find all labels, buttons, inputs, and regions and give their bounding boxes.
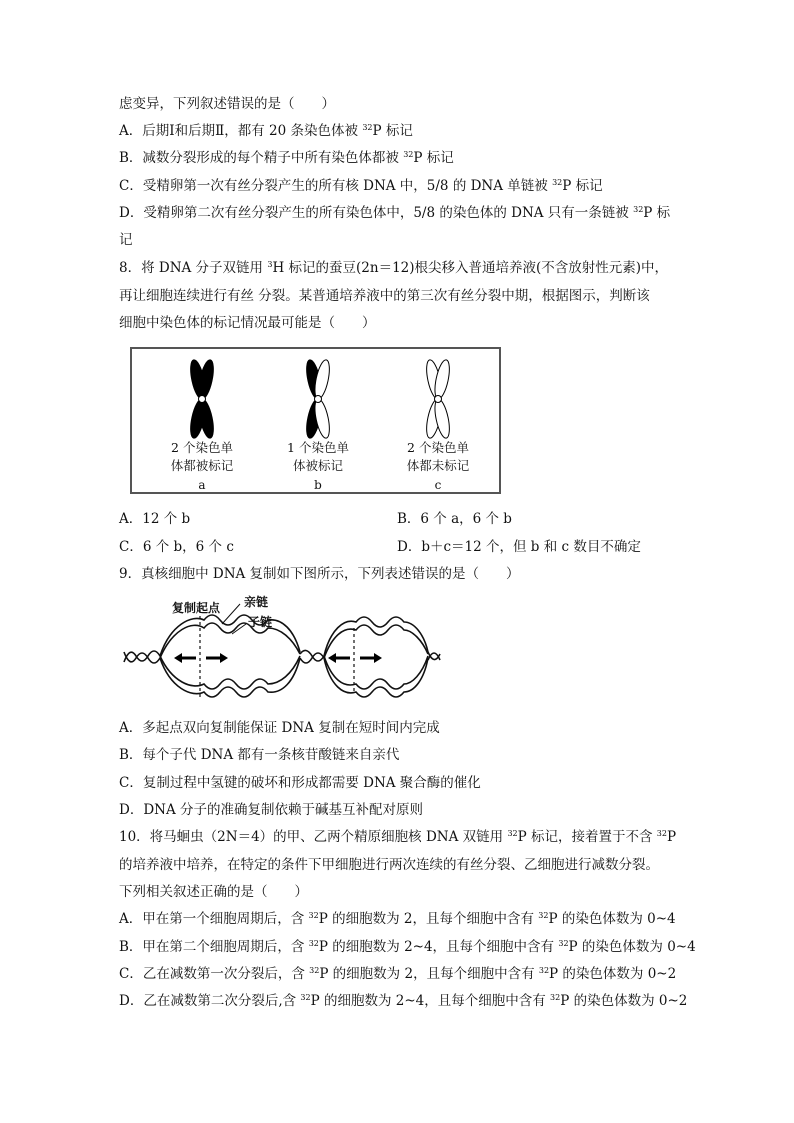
q9-option-c: C．复制过程中氢键的破坏和形成都需要 DNA 聚合酶的催化: [119, 775, 481, 791]
q7-option-c: C．受精卵第一次有丝分裂产生的所有核 DNA 中，5/8 的 DNA 单链被 $^{32}$P 标记: [119, 178, 603, 194]
chromosome-b-label: b: [314, 478, 322, 492]
q10-option-b: B．甲在第二个细胞周期后，含 $^{32}$P 的细胞数为 2~4，且每个细胞中含有 $^{32}$P 的染色体数为 0~4: [119, 939, 696, 955]
q8-option-c: C．6 个 b，6 个 c: [119, 539, 234, 555]
q10-stem-line3: 下列相关叙述正确的是（ ）: [119, 884, 308, 900]
chromosome-a-label: a: [198, 478, 206, 492]
q9-option-d: D．DNA 分子的准确复制依赖于碱基互补配对原则: [119, 802, 423, 818]
q10-option-d: D．乙在减数第二次分裂后,含 $^{32}$P 的细胞数为 2~4，且每个细胞中含有 $^{32}$P 的染色体数为 0~2: [119, 993, 688, 1009]
replication-origin-label: 复制起点: [172, 601, 221, 615]
chromosome-b-icon: [298, 359, 338, 439]
chromosome-c-label: c: [434, 478, 442, 492]
q8-option-b: B．6 个 a，6 个 b: [397, 511, 512, 527]
chromosome-c-icon: [418, 359, 458, 439]
parent-strand-label: 亲链: [244, 595, 269, 609]
q7-option-d: D．受精卵第二次有丝分裂产生的所有染色体中，5/8 的染色体的 DNA 只有一条链被 $^{32}$P 标: [119, 205, 671, 221]
q7-option-d-cont: 记: [119, 232, 133, 248]
q8-option-a: A．12 个 b: [119, 511, 191, 527]
dna-replication-icon: [122, 590, 442, 702]
q8-stem-line3: 细胞中染色体的标记情况最可能是（ ）: [119, 315, 376, 331]
q8-stem-line2: 再让细胞连续进行有丝 分裂。某普通培养液中的第三次有丝分裂中期，根据图示，判断该: [119, 288, 650, 304]
chromosome-c-caption: 2 个染色单 体都未标记: [406, 440, 470, 473]
dna-replication-figure: [122, 590, 442, 702]
q9-stem: 9．真核细胞中 DNA 复制如下图所示，下列表述错误的是（ ）: [119, 566, 520, 582]
chromosome-a-icon: [182, 359, 222, 439]
q9-option-a: A．多起点双向复制能保证 DNA 复制在短时间内完成: [119, 720, 440, 736]
q9-option-b: B．每个子代 DNA 都有一条核苷酸链来自亲代: [119, 747, 400, 763]
chromosome-a-caption: 2 个染色单 体都被标记: [170, 440, 234, 473]
q10-option-c: C．乙在减数第一次分裂后，含 $^{32}$P 的细胞数为 2，且每个细胞中含有 $^{32}$P 的染色体数为 0~2: [119, 966, 677, 982]
q8-option-d: D．b＋c＝12 个，但 b 和 c 数目不确定: [397, 539, 641, 555]
q7-stem-tail: 虑变异，下列叙述错误的是（ ）: [119, 96, 335, 112]
child-strand-label: 子链: [248, 615, 273, 629]
q7-option-a: A．后期Ⅰ和后期Ⅱ，都有 20 条染色体被 $^{32}$P 标记: [119, 123, 413, 139]
q10-option-a: A．甲在第一个细胞周期后，含 $^{32}$P 的细胞数为 2，且每个细胞中含有 $^{32}$P 的染色体数为 0~4: [119, 911, 676, 927]
q10-stem-line2: 的培养液中培养，在特定的条件下甲细胞进行两次连续的有丝分裂、乙细胞进行减数分裂。: [119, 857, 659, 873]
chromosome-figure: [130, 347, 501, 494]
chromosome-b-caption: 1 个染色单 体被标记: [287, 440, 349, 473]
q10-stem-line1: 10．将马蛔虫（2N＝4）的甲、乙两个精原细胞核 DNA 双链用 $^{32}$P 标记，接着置于不含 $^{32}$P: [119, 829, 677, 845]
q8-stem-line1: 8．将 DNA 分子双链用 $^3$H 标记的蚕豆(2n＝12)根尖移入普通培养液(不含放射性元素)中，: [119, 260, 669, 276]
q7-option-b: B．减数分裂形成的每个精子中所有染色体都被 $^{32}$P 标记: [119, 150, 454, 166]
